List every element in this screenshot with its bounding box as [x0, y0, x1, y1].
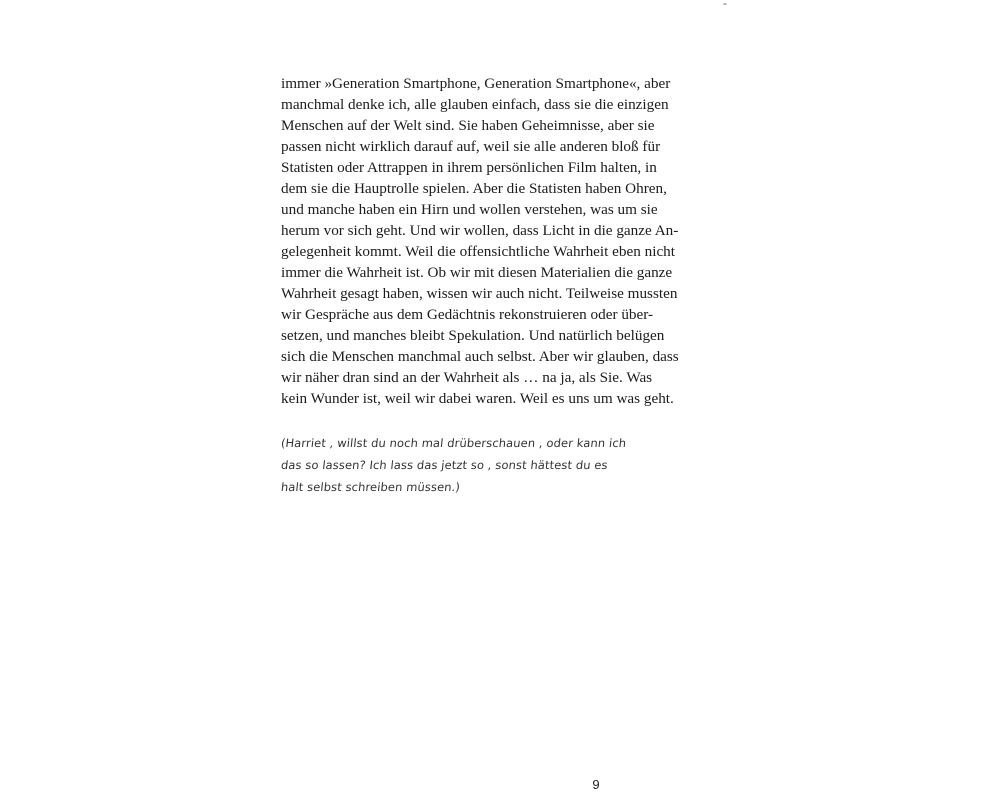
text-line: kein Wunder ist, weil wir dabei waren. Weil es uns um was geht.: [281, 390, 674, 407]
text-line: immer »Generation Smartphone, Generation Smartphone«, aber: [281, 75, 671, 92]
text-line: passen nicht wirklich darauf auf, weil sie alle anderen bloß für: [281, 138, 661, 155]
text-line: sich die Menschen manchmal auch selbst. Aber wir glauben, dass: [281, 348, 679, 365]
text-line: und manche haben ein Hirn und wollen verstehen, was um sie: [281, 201, 658, 218]
body-text: [281, 73, 679, 409]
corner-mark: -: [723, 0, 727, 10]
handwritten-note-line: das so lassen? Ich lass das jetzt so , sonst hättest du es: [280, 458, 609, 472]
handwritten-note-line: (Harriet , willst du noch mal drüberschauen , oder kann ich: [280, 436, 627, 450]
text-line: Menschen auf der Welt sind. Sie haben Geheimnisse, aber sie: [281, 117, 655, 134]
handwritten-note: [281, 432, 641, 498]
text-line: gelegenheit kommt. Weil die offensichtliche Wahrheit eben nicht: [281, 243, 675, 260]
text-line: manchmal denke ich, alle glauben einfach, dass sie die einzigen: [281, 96, 669, 113]
text-line: Wahrheit gesagt haben, wissen wir auch nicht. Teilweise mussten: [281, 285, 678, 302]
text-line: dem sie die Hauptrolle spielen. Aber die Statisten haben Ohren,: [281, 180, 667, 197]
page-number: 9: [592, 777, 600, 792]
text-line: immer die Wahrheit ist. Ob wir mit diesen Materialien die ganze: [281, 264, 673, 281]
text-line: wir näher dran sind an der Wahrheit als … na ja, als Sie. Was: [281, 369, 653, 386]
text-line: herum vor sich geht. Und wir wollen, dass Licht in die ganze An-: [281, 222, 679, 239]
handwritten-note-line: halt selbst schreiben müssen.): [280, 480, 461, 494]
text-line: setzen, und manches bleibt Spekulation. Und natürlich belügen: [281, 327, 665, 344]
text-line: wir Gespräche aus dem Gedächtnis rekonstruieren oder über-: [281, 306, 654, 323]
text-line: Statisten oder Attrappen in ihrem persönlichen Film halten, in: [281, 159, 657, 176]
